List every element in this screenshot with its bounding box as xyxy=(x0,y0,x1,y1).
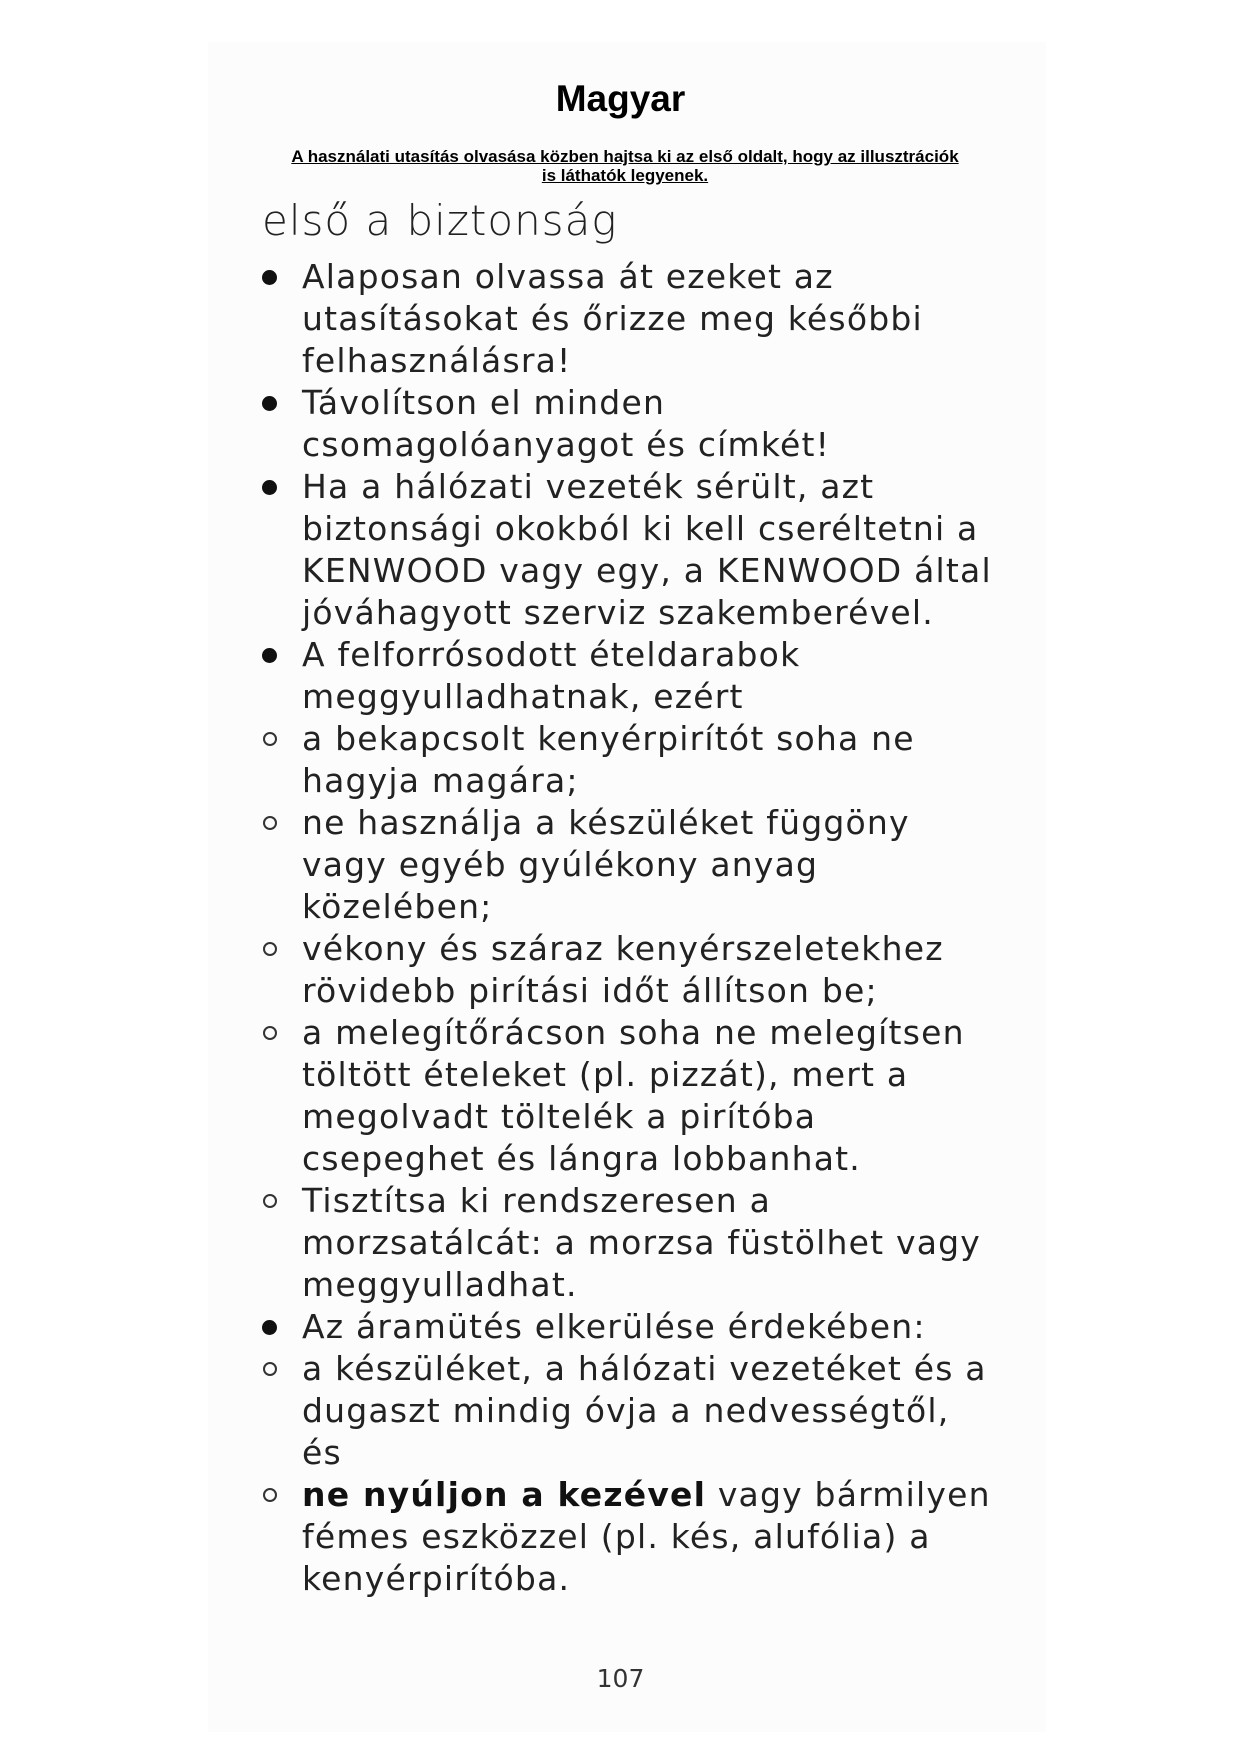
list-item xyxy=(254,1306,994,1348)
emphasis-text: ne nyúljon a kezével xyxy=(302,1475,707,1514)
list-item-text: Ha a hálózati vezeték sérült, azt biztonsági okokból ki kell cseréltetni a KENWOOD vagy egy, a KENWOOD által jóváhagyott szerviz szakemberével. xyxy=(302,467,992,632)
bullet-circle-icon xyxy=(263,1026,277,1040)
bullet-dot-icon xyxy=(262,480,277,495)
list-item-text: Távolítson el minden csomagolóanyagot és címkét! xyxy=(302,383,831,464)
bullet-dot-icon xyxy=(262,396,277,411)
sub-list-item xyxy=(254,1348,994,1474)
list-item-text: a melegítőrácson soha ne melegítsen töltött ételeket (pl. pizzát), mert a megolvadt töltelék a pirítóba csepeghet és lángra lobbanhat. xyxy=(302,1013,965,1178)
list-item-text: Alaposan olvassa át ezeket az utasításokat és őrizze meg későbbi felhasználásra! xyxy=(302,257,923,380)
sub-list-item xyxy=(254,1012,994,1180)
fold-out-note: A használati utasítás olvasása közben hajtsa ki az első oldalt, hogy az illusztrációk is láthatók legyenek. xyxy=(291,147,959,185)
list-item xyxy=(254,382,994,466)
list-item-text: ne használja a készüléket függöny vagy egyéb gyúlékony anyag közelében; xyxy=(302,803,910,926)
list-item-text: A felforrósodott ételdarabok meggyulladhatnak, ezért xyxy=(302,635,801,716)
list-item-text: Az áramütés elkerülése érdekében: xyxy=(302,1307,926,1346)
bullet-circle-icon xyxy=(263,1194,277,1208)
language-title: Magyar xyxy=(555,78,686,119)
section-heading: első a biztonság xyxy=(262,196,618,245)
list-item xyxy=(254,634,994,718)
bullet-circle-icon xyxy=(263,732,277,746)
list-item xyxy=(254,466,994,634)
bullet-dot-icon xyxy=(262,270,277,285)
list-item-text: vékony és száraz kenyérszeletekhez rövidebb pirítási időt állítson be; xyxy=(302,929,944,1010)
sub-list-item xyxy=(254,718,994,802)
list-item-text: Tisztítsa ki rendszeresen a morzsatálcát: a morzsa füstölhet vagy meggyulladhat. xyxy=(302,1181,982,1304)
bullet-circle-icon xyxy=(263,816,277,830)
bullet-circle-icon xyxy=(263,1488,277,1502)
page-number: 107 xyxy=(596,1664,645,1693)
sub-list-item xyxy=(254,1180,994,1306)
safety-list xyxy=(254,256,994,1600)
bullet-circle-icon xyxy=(263,942,277,956)
sub-list-item xyxy=(254,928,994,1012)
list-item-text: a bekapcsolt kenyérpirítót soha ne hagyja magára; xyxy=(302,719,915,800)
list-item xyxy=(254,256,994,382)
list-item-text: vagy bármilyen fémes eszközzel (pl. kés, alufólia) a kenyérpirítóba. xyxy=(302,1475,991,1598)
sub-list-item xyxy=(254,1474,994,1600)
bullet-dot-icon xyxy=(262,648,277,663)
list-item-text: a készüléket, a hálózati vezetéket és a dugaszt mindig óvja a nedvességtől, és xyxy=(302,1349,987,1472)
sub-list-item xyxy=(254,802,994,928)
bullet-dot-icon xyxy=(262,1320,277,1335)
bullet-circle-icon xyxy=(263,1362,277,1376)
